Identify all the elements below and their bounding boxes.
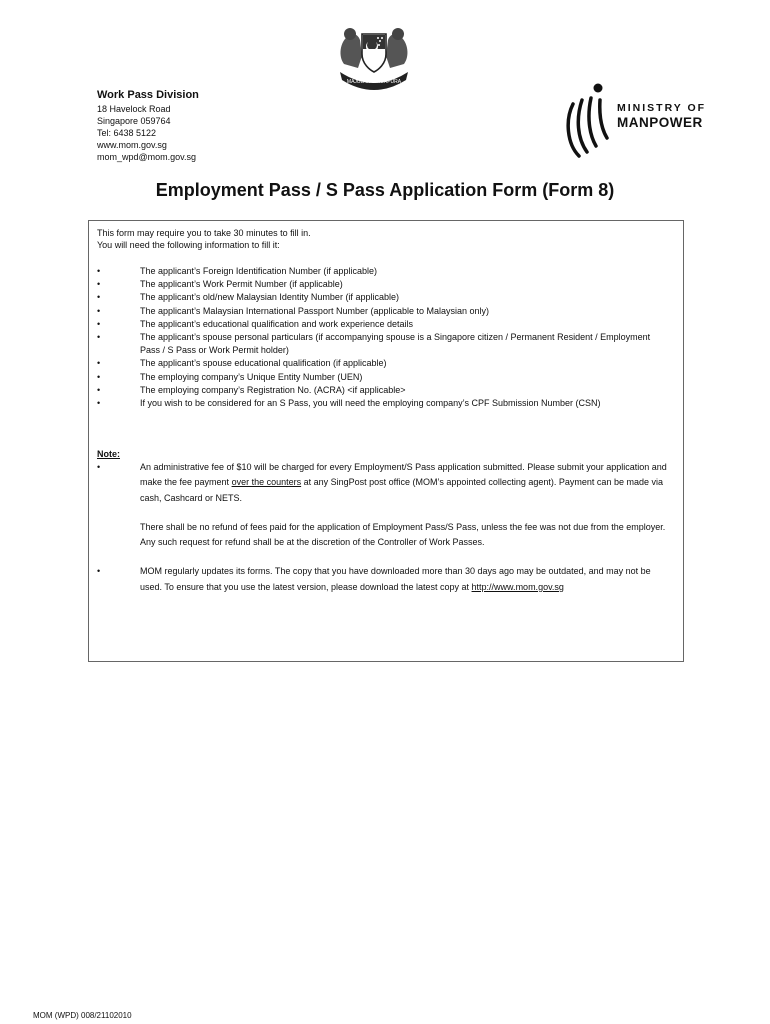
address-block <box>97 88 199 163</box>
list-item-text: The applicant’s Malaysian International Passport Number (applicable to Malaysian only) <box>140 305 490 316</box>
phone-number: Tel: 6438 5122 <box>97 128 157 138</box>
intro-line: This form may require you to take 30 minutes to fill in. <box>97 228 311 238</box>
list-item-text: The applicant’s Work Permit Number (if applicable) <box>140 279 343 290</box>
fee-text: An administrative fee of $10 will be charged for every Employment/S Pass application submitted. Please submit your application and make the fee payment <box>140 462 667 488</box>
ministry-logo <box>563 80 708 162</box>
list-item-text: If you wish to be considered for an S Pass, you will need the employing company’s CPF Submission Number (CSN) <box>140 398 601 409</box>
email: mom_wpd@mom.gov.sg <box>97 152 196 162</box>
intro-text <box>97 227 311 251</box>
list-item-text: The applicant’s educational qualification and work experience details <box>140 318 414 329</box>
update-paragraph <box>140 564 667 595</box>
fee-text-continued: at any SingPost post office (MOM’s appointed collecting agent). Payment can be made via cash, Cashcard or NETS. <box>140 477 663 503</box>
list-item-text: The employing company’s Unique Entity Number (UEN) <box>140 371 363 382</box>
bullet-icon: • <box>97 266 101 276</box>
division-name: Work Pass Division <box>97 89 199 101</box>
note-item-updates <box>97 564 667 595</box>
list-item <box>97 318 667 331</box>
notes-list <box>97 460 667 595</box>
list-item <box>97 357 667 370</box>
website: www.mom.gov.sg <box>97 140 167 150</box>
mom-website-link[interactable]: http://www.mom.gov.sg <box>471 581 564 592</box>
bullet-icon: • <box>97 462 101 472</box>
logo-line-1: MINISTRY OF <box>617 102 707 114</box>
fee-paragraph <box>140 460 667 506</box>
list-item <box>97 371 667 384</box>
address-line: Singapore 059764 <box>97 116 171 126</box>
note-heading-text: Note <box>97 449 117 459</box>
info-box <box>88 220 684 662</box>
bullet-icon: • <box>97 332 101 343</box>
bullet-icon: • <box>97 292 101 303</box>
list-item <box>97 291 667 304</box>
bullet-icon: • <box>97 566 101 577</box>
bullet-icon: • <box>97 279 101 290</box>
bullet-icon: • <box>97 371 101 382</box>
svg-text:MAJULAH SINGAPURA: MAJULAH SINGAPURA <box>346 79 402 85</box>
list-item <box>97 278 667 291</box>
list-item <box>97 397 667 410</box>
list-item-text: The employing company’s Registration No. (ACRA) <if applicable> <box>140 384 406 395</box>
coat-of-arms-icon <box>332 20 416 90</box>
note-item-fee <box>97 460 667 550</box>
bullet-icon: • <box>97 305 101 316</box>
logo-line-2: MANPOWER <box>617 115 703 130</box>
intro-line: You will need the following information to fill it: <box>97 240 280 250</box>
list-item <box>97 265 667 278</box>
list-item <box>97 384 667 397</box>
list-item <box>97 305 667 318</box>
bullet-icon: • <box>97 318 101 329</box>
address-line: 18 Havelock Road <box>97 104 171 114</box>
list-item-text: The applicant’s spouse educational qualification (if applicable) <box>140 358 387 369</box>
list-item-text: The applicant’s old/new Malaysian Identity Number (if applicable) <box>140 292 399 303</box>
list-item-text: The applicant’s spouse personal particulars (if accompanying spouse is a Singapore citizen / Permanent Resident / Employment Pass / S Pass or Work Permit holder) <box>140 332 651 356</box>
list-item <box>97 331 667 357</box>
update-text: MOM regularly updates its forms. The copy that you have downloaded more than 30 days ago may be outdated, and may not be used. To ensure that you use the latest version, please download the latest copy at <box>140 566 651 592</box>
bullet-icon: • <box>97 358 101 369</box>
over-the-counters-text: over the counters <box>231 477 302 488</box>
bullet-icon: • <box>97 384 101 395</box>
refund-paragraph: There shall be no refund of fees paid for the application of Employment Pass/S Pass, unless the fee was not due from the employer. Any such request for refund shall be at the discretion of the Controller of Work Passes. <box>140 521 666 548</box>
form-code-footer: MOM (WPD) 008/21102010 <box>33 1011 132 1020</box>
ministry-logo-icon <box>563 80 613 167</box>
bullet-icon: • <box>97 398 101 409</box>
requirements-list <box>97 265 667 410</box>
note-heading <box>97 449 120 459</box>
form-title: Employment Pass / S Pass Application Form (Form 8) <box>155 180 615 200</box>
list-item-text: The applicant’s Foreign Identification Number (if applicable) <box>140 266 377 276</box>
note-colon: : <box>117 449 120 459</box>
